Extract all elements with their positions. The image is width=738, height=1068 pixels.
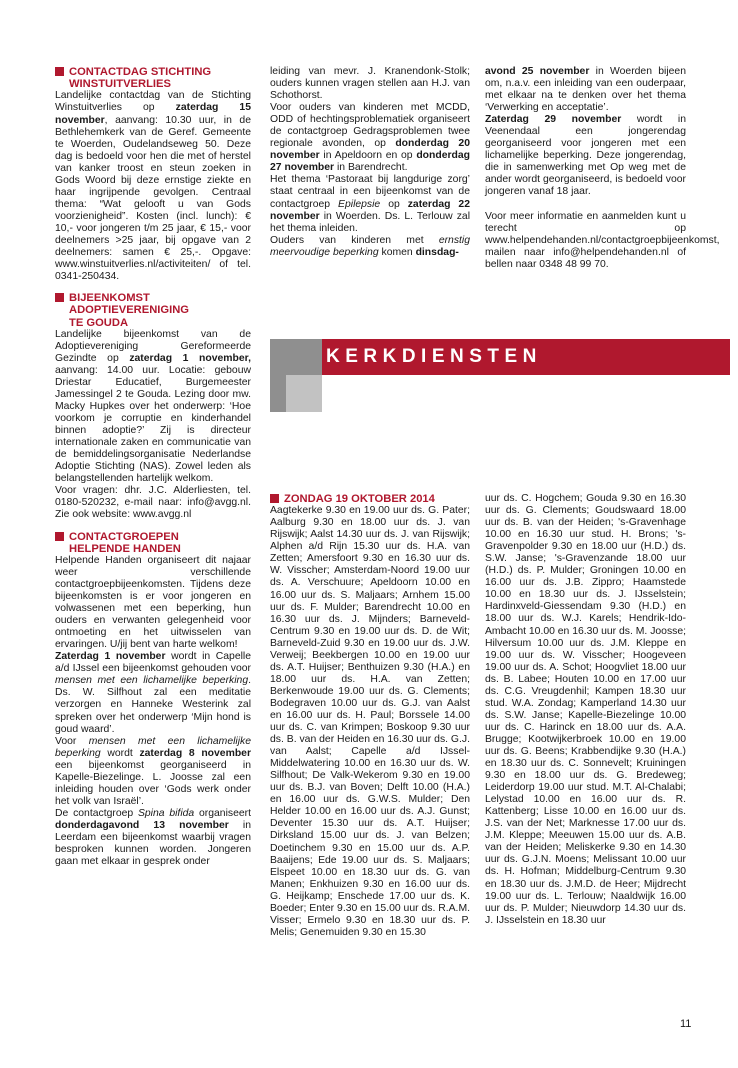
column-middle bbox=[270, 66, 470, 259]
paragraph: Voor meer informatie en aanmelden kunt u terecht op www.helpendehanden.nl/contactgroepbijeenkomst, mailen naar info@helpendehanden.nl of bellen naar 0348 48 99 70. bbox=[485, 210, 720, 270]
section-heading: CONTACTDAG STICHTING WINSTUITVERLIES bbox=[55, 66, 251, 90]
paragraph: avond 25 november in Woerden bijeen om, n.a.v. een inleiding van een ouderpaar, met elkaar na te denken over het thema ‘Verwerking en acceptatie’. bbox=[485, 66, 686, 114]
decorative-square-light bbox=[286, 375, 322, 412]
paragraph: Landelijke contactdag van de Stichting Winstuitverlies op zaterdag 15 november, aanvang: 10.30 uur, in de Bethlehemkerk van de Geref. Gemeente te Woerden, Oudelandseweg 50. Deze dag is bedoeld voor hen die met of herstel van kanker troost en steun zoeken in Gods Woord bij deze ernstige ziekte en haar ingrijpende gevolgen. Centraal thema: “Wat gelooft u van Gods voorzienigheid”. Kosten (incl. lunch): € 10,- voor jongeren t/m 25 jaar, € 15,- voor deelnemers >25 jaar, bij opgave van 2 deelnemers: samen € 25,-. Opgave: www.winstuitverlies.nl/activiteiten/ of tel. 0341-250434. bbox=[55, 90, 251, 283]
section-heading: CONTACTGROEPEN HELPENDE HANDEN bbox=[55, 531, 251, 555]
paragraph: Landelijke bijeenkomst van de Adoptievereniging Gereformeerde Gezindte op zaterdag 1 november, aanvang: 14.00 uur. Locatie: gebouw Driestar Educatief, Burgemeester Jamessingel 2 te Gouda. Lezing door mw. Macky Hupkes over het onderwerp: ‘Hoe voorkom je corruptie en kinderhandel binnen adoptie?’ Zij is directeur internationale zaken en communicatie van de bemiddelingsorganisatie Nederlandse Adoptie Stichting (NAS). Zowel leden als belangstellenden hartelijk welkom. bbox=[55, 328, 251, 485]
page-number: 11 bbox=[680, 1018, 692, 1030]
paragraph: Helpende Handen organiseert dit najaar weer verschillende contactgroepbijeenkomsten. Tijdens deze bijeenkomsten is er voor jongeren en volwassenen met een beperking, hun ouders en verwanten gelegenheid voor ontmoeting en het uitwisselen van ervaringen. U/jij bent van harte welkom! bbox=[55, 554, 251, 651]
banner-title: KERKDIENSTEN bbox=[326, 346, 542, 367]
kerkdiensten-column-right bbox=[485, 493, 686, 927]
paragraph: Ouders van kinderen met ernstig meervoudige beperking komen dinsdag- bbox=[270, 234, 470, 258]
paragraph: leiding van mevr. J. Kranendonk-Stolk; ouders kunnen vragen stellen aan H.J. van Schothorst. bbox=[270, 66, 470, 102]
column-right bbox=[485, 66, 720, 271]
paragraph: Voor vragen: dhr. J.C. Alderliesten, tel. 0180-520232, e-mail naar: info@avgg.nl. Zie ook website: www.avgg.nl bbox=[55, 485, 251, 521]
paragraph: Voor mensen met een lichamelijke beperking wordt zaterdag 8 november een bijeenkomst georganiseerd in Kapelle-Biezelinge. L. Joosse zal een inleiding houden over ‘Gods werk onder het volk van Israël’. bbox=[55, 735, 251, 807]
paragraph: Zaterdag 1 november wordt in Capelle a/d IJssel een bijeenkomst gehouden voor mensen met een lichamelijke beperking. Ds. W. Silfhout zal een meditatie verzorgen en Hanneke Westerink zal spreken over het onderwerp ‘Mijn hond is goud waard’. bbox=[55, 651, 251, 735]
paragraph: Voor ouders van kinderen met MCDD, ODD of hechtingsproblematiek organiseert de contactgroep Gedragsproblemen twee regionale avonden, op donderdag 20 november in Apeldoorn en op donderdag 27 november in Barendrecht. bbox=[270, 102, 470, 174]
section-heading: ZONDAG 19 OKTOBER 2014 bbox=[270, 493, 470, 505]
section-heading: BIJEENKOMST ADOPTIEVERENIGING TE GOUDA bbox=[55, 292, 251, 329]
service-list: Aagtekerke 9.30 en 19.00 uur ds. G. Pater; Aalburg 9.30 en 18.00 uur ds. J. van Rijswijk; Aalst 14.30 uur ds. J. van Rijswijk; Alphen a/d Rijn 15.30 uur ds. H.A. van Zetten; Amersfoort 9.30 en 16.30 uur ds. W. Visscher; Amsterdam-Noord 19.00 uur ds. A. Verschuure; Apeldoorn 10.00 en 16.00 uur ds. S. Maljaars; Arnhem 15.00 uur ds. F. Mulder; Barendrecht 10.00 en 16.30 uur ds. J. Mijnders; Barneveld-Centrum 9.30 en 19.00 uur ds. D. de Wit; Barneveld-Zuid 9.30 en 19.00 uur ds. J.W. Verweij; Beekbergen 10.00 en 19.00 uur ds. A.T. Huijser; Benthuizen 9.30 (H.A.) en 18.00 uur ds. H.A. van Zetten; Berkenwoude 19.00 uur ds. G. Clements; Bodegraven 10.00 uur ds. G.J. van Aalst en 16.00 uur ds. H. Paul; Borssele 14.00 uur ds. C. van Krimpen; Boskoop 9.30 uur ds. B. van der Heiden en 16.30 uur ds. G.J. van Aalst; Capelle a/d IJssel-Middelwatering 10.00 en 16.30 uur ds. W. Silfhout; De Valk-Wekerom 9.30 en 19.00 uur ds. B.J. van Boven; Delft 10.00 (H.A.) en 16.00 uur ds. G.W.S. Mulder; Den Helder 10.00 en 16.00 uur ds. A.J. Gunst; Deventer 15.30 uur ds. A.T. Huijser; Dirksland 15.00 uur ds. J. van Belzen; Doetinchem 9.30 en 15.00 uur ds. A.P. Baaijens; Ede 19.00 uur ds. S. Maljaars; Elspeet 10.00 en 18.30 uur ds. G. van Manen; Enkhuizen 9.30 en 16.00 uur ds. G. Heijkamp; Enschede 17.00 uur ds. K. Boeder; Enter 9.30 en 15.00 uur ds. R.A.M. Visser; Ermelo 9.30 en 18.30 uur ds. P. Melis; Genemuiden 9.30 en 15.30 bbox=[270, 505, 470, 938]
paragraph: Het thema ‘Pastoraat bij langdurige zorg’ staat centraal in een bijeenkomst van de contactgroep Epilepsie op zaterdag 22 november in Woerden. Ds. L. Terlouw zal het thema inleiden. bbox=[270, 174, 470, 234]
column-left bbox=[55, 66, 251, 877]
kerkdiensten-column-left bbox=[270, 493, 470, 939]
section-winstuitverlies bbox=[55, 66, 251, 283]
section-adoptievereniging bbox=[55, 292, 251, 521]
service-list: uur ds. C. Hogchem; Gouda 9.30 en 16.30 uur ds. G. Clements; Goudswaard 18.00 uur ds. B. van der Heiden; 's-Gravenhage 10.00 en 16.30 uur stud. H. Brons; 's-Gravenpolder 9.30 en 18.00 uur (H.D.) ds. S.W. Janse; 's-Gravenzande 18.00 uur (H.D.) ds. P. Mulder; Groningen 10.00 en 16.00 uur ds. J.B. Zippro; Haamstede 10.00 en 18.30 uur ds. J. IJsselstein; Hardinxveld-Giessendam 9.30 (H.D.) en 18.00 uur ds. W.J. Karels; Hendrik-Ido-Ambacht 10.00 en 16.30 uur ds. M. Joosse; Hilversum 10.00 uur ds. J.M. Kleppe en 19.00 uur ds. W. Visscher; Hoogeveen 19.00 uur ds. A. Schot; Hoogvliet 18.00 uur ds. B. Labee; Houten 10.00 en 17.00 uur ds. C.G. Vreugdenhil; Kampen 18.30 uur stud. W.A. Zondag; Kamperland 14.30 uur ds. S.W. Janse; Kapelle-Biezelinge 10.00 uur ds. C. Harinck en 18.00 uur ds. A.A. Brugge; Kootwijkerbroek 10.00 en 19.00 uur ds. G. Beens; Krabbendijke 9.30 (H.A.) en 18.30 uur ds. C. Sonnevelt; Kruiningen 9.30 en 18.00 uur ds. G. Bredeweg; Leiderdorp 19.00 uur stud. M.T. Al-Chalabi; Lelystad 10.00 en 16.00 uur ds. R. Kattenberg; Lisse 10.00 en 16.00 uur ds. J.S. van der Net; Marknesse 17.00 uur ds. J.M. Kleppe; Meeuwen 15.00 uur ds. A.B. van der Heiden; Meliskerke 9.30 en 14.30 uur ds. G.J.N. Moens; Melissant 10.00 uur ds. H. Hofman; Middelburg-Centrum 9.30 en 18.30 uur ds. J.M.D. de Heer; Mijdrecht 19.00 uur ds. L. Terlouw; Naaldwijk 16.00 uur ds. P. Mulder; Nieuwdorp 14.30 uur ds. J. IJsselstein en 18.30 uur bbox=[485, 493, 687, 926]
paragraph: De contactgroep Spina bifida organiseert donderdagavond 13 november in Leerdam een bijeenkomst waarbij vragen besproken kunnen worden. Jongeren gaan met elkaar in gesprek onder bbox=[55, 807, 251, 868]
paragraph: Zaterdag 29 november wordt in Veenendaal een jongerendag georganiseerd voor jongeren met een lichamelijke beperking. Deze jongerendag, die in samenwerking met Op weg met de ander wordt georganiseerd, is bedoeld voor jongeren vanaf 18 jaar. bbox=[485, 114, 686, 198]
section-helpende-handen bbox=[55, 531, 251, 869]
